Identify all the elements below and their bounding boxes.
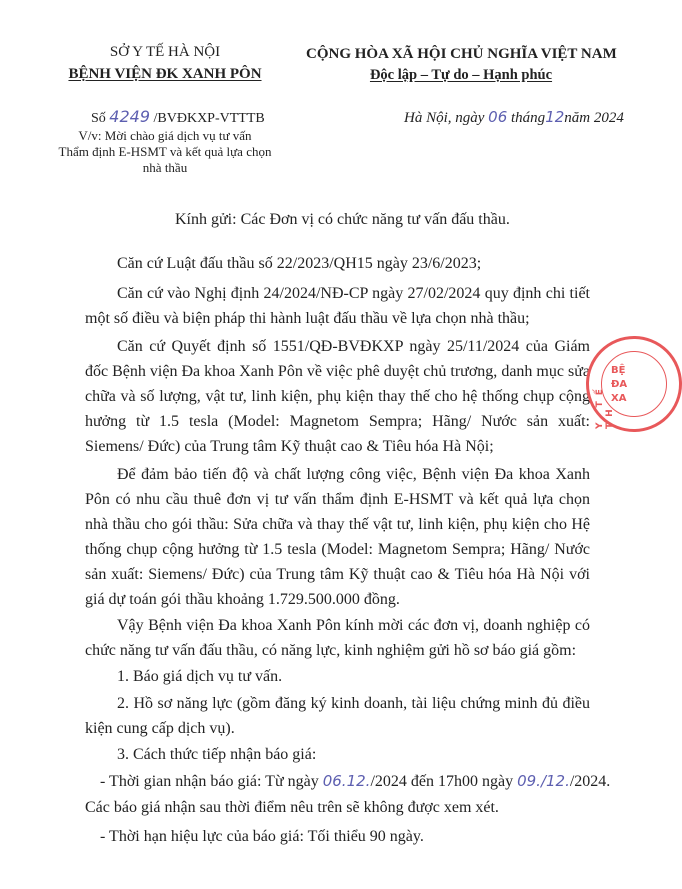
list-item-capability: 2. Hồ sơ năng lực (gồm đăng ký kinh doanh, tài liệu chứng minh đủ điều kiện cung cấp dịch vụ). (85, 695, 590, 737)
receipt-time-line (100, 769, 610, 794)
date-month-handwritten: 12 (545, 108, 565, 126)
subject-line-1: V/v: Mời chào giá dịch vụ tư vấn (78, 128, 252, 143)
stamp-arc-text: Y TẾ TH (595, 383, 615, 429)
recipient-line: Kính gửi: Các Đơn vị có chức năng tư vấn đấu thầu. (175, 211, 510, 228)
date-year: năm 2024 (564, 110, 624, 126)
stamp-center-line-3: XA (611, 393, 627, 404)
receipt-deadline-note: Các báo giá nhận sau thời điểm nêu trên sẽ không được xem xét. (85, 799, 499, 816)
ministry-name: SỞ Y TẾ HÀ NỘI (109, 44, 221, 60)
list-item-quote: 1. Báo giá dịch vụ tư vấn. (117, 668, 283, 685)
receipt-time-middle: /2024 đến 17h00 ngày (370, 773, 514, 790)
receipt-time-suffix: /2024. (569, 773, 611, 790)
subject-line-2: Thẩm định E-HSMT và kết quả lựa chọn (58, 144, 272, 159)
receipt-to-date-handwritten: 09./12. (517, 772, 570, 790)
receipt-from-date-handwritten: 06.12. (322, 772, 371, 790)
doc-no-prefix: Số (91, 111, 106, 126)
receipt-time-prefix: - Thời gian nhận báo giá: Từ ngày (100, 773, 319, 790)
paragraph-invitation: Vậy Bệnh viện Đa khoa Xanh Pôn kính mời các đơn vị, doanh nghiệp có chức năng tư vấn đấu thầu, có năng lực, kinh nghiệm gửi hồ sơ báo giá gồm: (85, 617, 590, 659)
stamp-center-line-1: BỆ (611, 365, 626, 376)
paragraph-legal-basis-2: Căn cứ vào Nghị định 24/2024/NĐ-CP ngày 27/02/2024 quy định chi tiết một số điều và biện pháp thi hành luật đấu thầu về lựa chọn nhà thầu; (85, 285, 590, 327)
official-stamp (586, 336, 682, 432)
hospital-name: BỆNH VIỆN ĐK XANH PÔN (68, 66, 262, 82)
paragraph-purpose: Để đảm bảo tiến độ và chất lượng công việc, Bệnh viện Đa khoa Xanh Pôn có nhu cầu thuê đơn vị tư vấn thẩm định E-HSMT và kết quả lựa chọn nhà thầu cho gói thầu: Sửa chữa và thay thế vật tư, linh kiện, phụ kiện cho Hệ thống chụp cộng hưởng từ 1.5 tesla (Model: Magnetom Sempra; Hãng/ Nước sản xuất: Siemens/ Đức) của Trung tâm Kỹ thuật cao & Tiêu hóa Hà Nội với giá dự toán gói thầu khoảng 1.729.500.000 đồng. (85, 466, 590, 608)
subject-line-3: nhà thầu (142, 160, 188, 175)
doc-no-handwritten: 4249 (109, 107, 151, 126)
quote-validity: - Thời hạn hiệu lực của báo giá: Tối thiểu 90 ngày. (100, 828, 424, 845)
national-title: CỘNG HÒA XÃ HỘI CHỦ NGHĨA VIỆT NAM (306, 46, 617, 62)
paragraph-legal-basis-1: Căn cứ Luật đấu thầu số 22/2023/QH15 ngày 23/6/2023; (117, 255, 482, 272)
doc-no-suffix: /BVĐKXP-VTTTB (153, 111, 265, 126)
stamp-center-line-2: ĐA (611, 379, 628, 390)
paragraph-legal-basis-3: Căn cứ Quyết định số 1551/QĐ-BVĐKXP ngày 25/11/2024 của Giám đốc Bệnh viện Đa khoa Xanh Pôn về việc phê duyệt chủ trương, danh mục sửa chữa và số lượng, vật tư, linh kiện, phụ kiện thay thế cho hệ thống chụp cộng hưởng từ 1.5 tesla (Model: Magnetom Sempra; Hãng/ Nước sản xuất: Siemens/ Đức) của Trung tâm Kỹ thuật cao & Tiêu hóa Hà Nội; (85, 338, 590, 455)
list-item-receipt-method: 3. Cách thức tiếp nhận báo giá: (117, 746, 317, 763)
document-date (404, 108, 624, 127)
document-number (91, 107, 265, 127)
date-month-label: tháng (511, 110, 546, 126)
date-prefix: Hà Nội, ngày (404, 110, 485, 126)
date-day-handwritten: 06 (488, 108, 508, 126)
national-motto: Độc lập – Tự do – Hạnh phúc (369, 67, 553, 83)
